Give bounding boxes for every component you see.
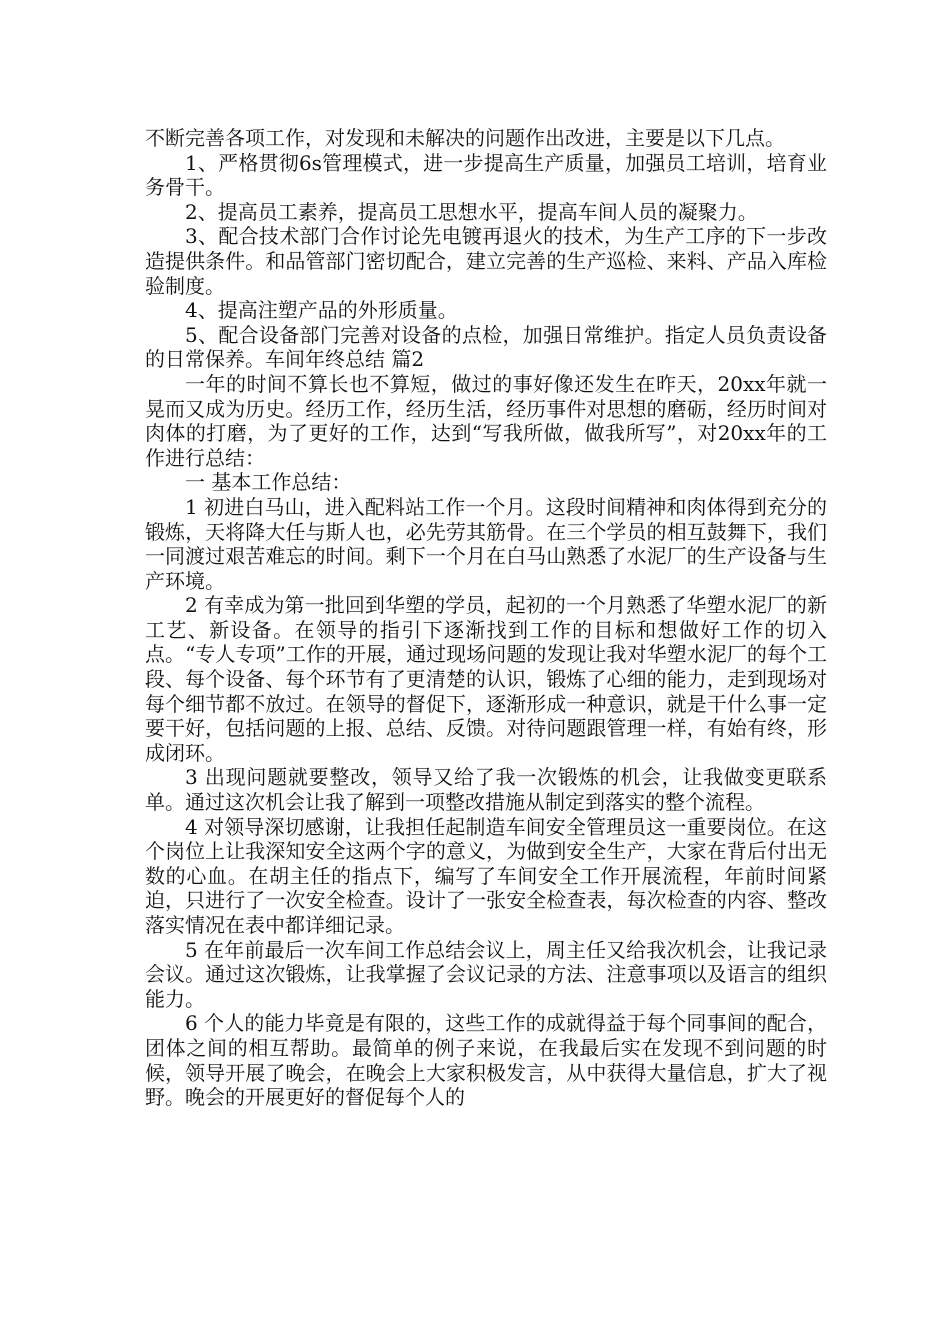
paragraph-point-5: 5 在年前最后一次车间工作总结会议上，周主任又给我次机会，让我记录会议。通过这次锻炼，让我掌握了会议记录的方法、注意事项以及语言的组织能力。 xyxy=(145,937,827,1011)
paragraph-item-3: 3、配合技术部门合作讨论先电镀再退火的技术，为生产工序的下一步改造提供条件。和品管部门密切配合，建立完善的生产巡检、来料、产品入库检验制度。 xyxy=(145,224,827,298)
paragraph-item-2: 2、提高员工素养，提高员工思想水平，提高车间人员的凝聚力。 xyxy=(185,199,758,224)
document-body xyxy=(145,126,827,1110)
paragraph-item-5: 5、配合设备部门完善对设备的点检，加强日常维护。指定人员负责设备的日常保养。车间年终总结 篇2 xyxy=(145,322,827,372)
paragraph-continuation: 不断完善各项工作，对发现和未解决的问题作出改进，主要是以下几点。 xyxy=(145,126,785,150)
paragraph-point-3: 3 出现问题就要整改，领导又给了我一次锻炼的机会，让我做变更联系单。通过这次机会让我了解到一项整改措施从制定到落实的整个流程。 xyxy=(145,765,827,815)
paragraph-item-4: 4、提高注塑产品的外形质量。 xyxy=(185,298,458,323)
paragraph-point-2: 2 有幸成为第一批回到华塑的学员，起初的一个月熟悉了华塑水泥厂的新工艺、新设备。在领导的指引下逐渐找到工作的目标和想做好工作的切入点。“专人专项”工作的开展，通过现场问题的发现让我对华塑水泥厂的每个工段、每个设备、每个环节有了更清楚的认识，锻炼了心细的能力，走到现场对每个细节都不放过。在领导的督促下，逐渐形成一种意识，就是干什么事一定要干好，包括问题的上报、总结、反馈。对待问题跟管理一样，有始有终，形成闭环。 xyxy=(145,593,827,765)
paragraph-point-1: 1 初进白马山，进入配料站工作一个月。这段时间精神和肉体得到充分的锻炼，天将降大任与斯人也，必先劳其筋骨。在三个学员的相互鼓舞下，我们一同渡过艰苦难忘的时间。剩下一个月在白马山熟悉了水泥厂的生产设备与生产环境。 xyxy=(145,494,827,593)
paragraph-point-6: 6 个人的能力毕竟是有限的，这些工作的成就得益于每个同事间的配合，团体之间的相互帮助。最简单的例子来说，在我最后实在发现不到问题的时候，领导开展了晚会，在晚会上大家积极发言，从中获得大量信息，扩大了视野。晚会的开展更好的督促每个人的 xyxy=(145,1011,827,1110)
paragraph-point-4: 4 对领导深切感谢，让我担任起制造车间安全管理员这一重要岗位。在这个岗位上让我深知安全这两个字的意义，为做到安全生产，大家在背后付出无数的心血。在胡主任的指点下，编写了车间安全工作开展流程，年前时间紧迫，只进行了一次安全检查。设计了一张安全检查表，每次检查的内容、整改落实情况在表中都详细记录。 xyxy=(145,814,827,937)
section-heading: 一 基本工作总结： xyxy=(185,470,352,495)
paragraph-intro: 一年的时间不算长也不算短，做过的事好像还发生在昨天，20xx年就一晃而又成为历史。经历工作，经历生活，经历事件对思想的磨砺，经历时间对肉体的打磨，为了更好的工作，达到“写我所做，做我所写”，对20xx年的工作进行总结： xyxy=(145,371,827,470)
paragraph-item-1: 1、严格贯彻6s管理模式，进一步提高生产质量，加强员工培训，培育业务骨干。 xyxy=(145,150,827,200)
